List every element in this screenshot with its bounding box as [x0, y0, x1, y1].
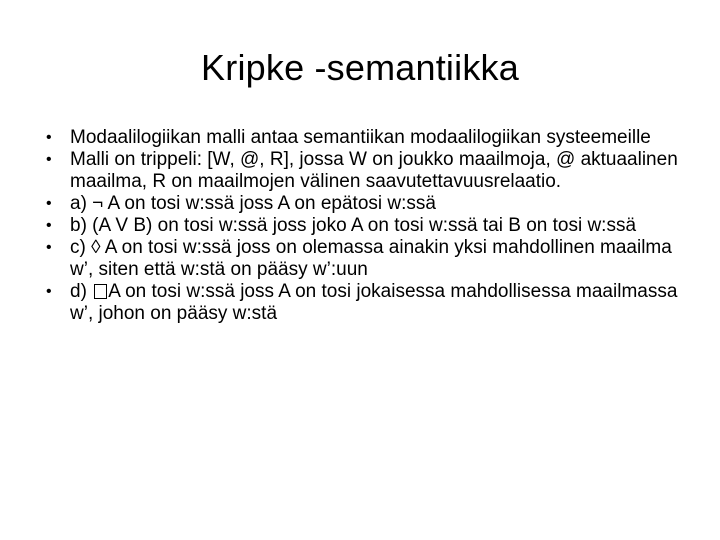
bullet-text: Malli on trippeli: [W, @, R], jossa W on joukko maailmoja, @ aktuaalinen maailma, R on maailmojen välinen saavutettavuusrelaatio.: [70, 149, 678, 192]
bullet-item: [46, 237, 686, 281]
bullet-item: [46, 149, 686, 193]
bullet-marker: •: [46, 239, 52, 256]
bullet-item: [46, 193, 686, 215]
bullet-marker: •: [46, 129, 52, 146]
bullet-item: [46, 281, 686, 325]
bullet-text: c) ◊ A on tosi w:ssä joss on olemassa ainakin yksi mahdollinen maailma w’, siten että w:stä on pääsy w’:uun: [70, 237, 672, 280]
bullet-item: [46, 127, 686, 149]
bullet-marker: •: [46, 195, 52, 212]
box-operator-icon: [94, 284, 107, 299]
bullet-text: b) (A V B) on tosi w:ssä joss joko A on tosi w:ssä tai B on tosi w:ssä: [70, 215, 637, 236]
bullet-marker: •: [46, 151, 52, 168]
bullet-text: Modaalilogiikan malli antaa semantiikan modaalilogiikan systeemeille: [70, 127, 651, 148]
bullet-list: [46, 127, 686, 325]
bullet-item: [46, 215, 686, 237]
bullet-text: A on tosi w:ssä joss A on tosi jokaisessa mahdollisessa maailmassa w’, johon on pääsy w:stä: [70, 281, 678, 324]
slide-title: Kripke -semantiikka: [201, 47, 519, 88]
bullet-marker: •: [46, 283, 52, 300]
bullet-prefix: d): [70, 281, 93, 302]
bullet-text: a) ¬ A on tosi w:ssä joss A on epätosi w:ssä: [70, 193, 436, 214]
bullet-marker: •: [46, 217, 52, 234]
